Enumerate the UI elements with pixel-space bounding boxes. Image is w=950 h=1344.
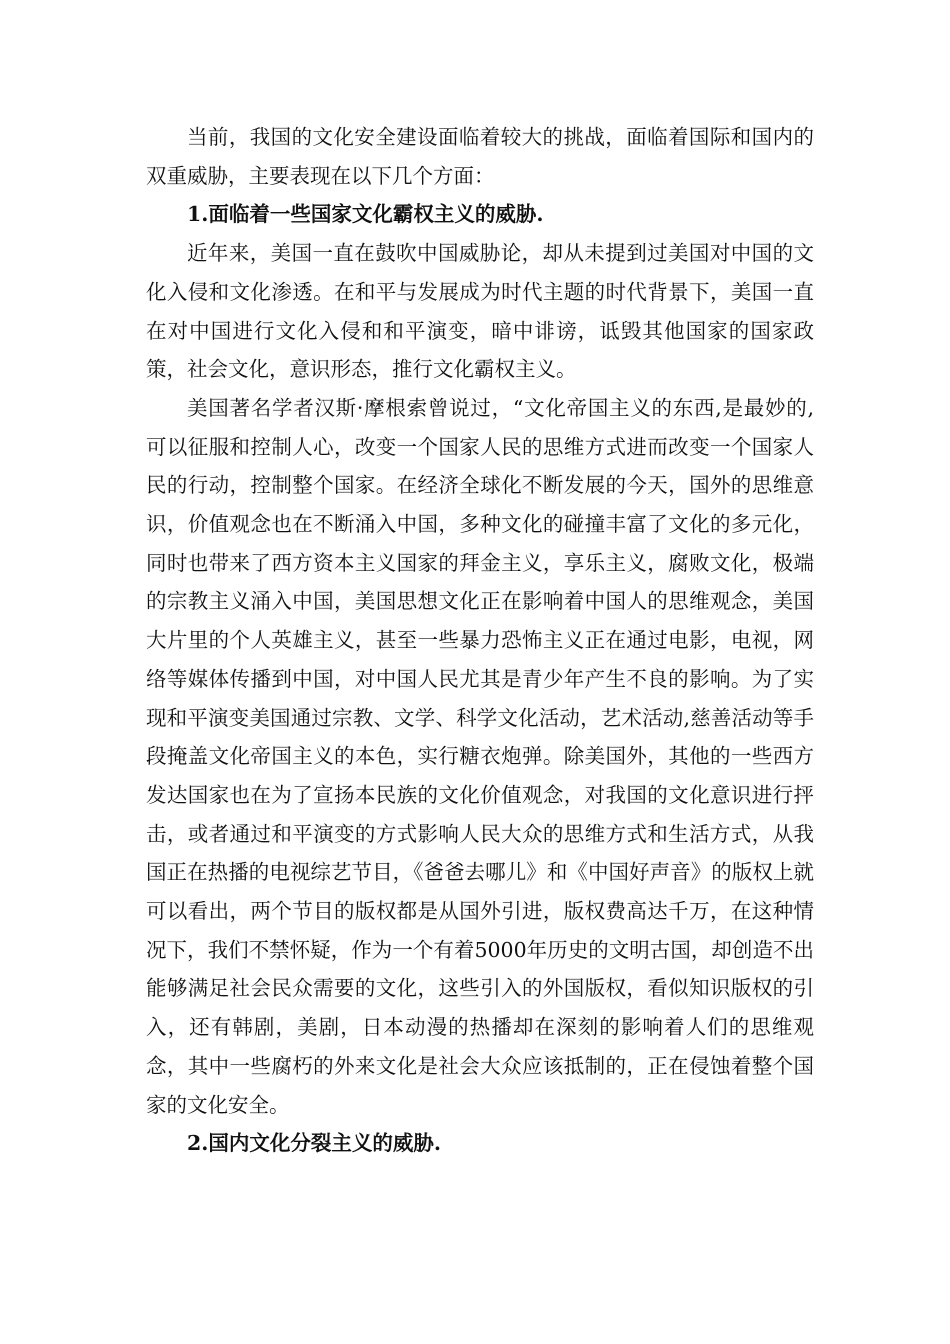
intro-paragraph: 当前，我国的文化安全建设面临着较大的挑战，面临着国际和国内的双重威胁，主要表现在以下几个方面： bbox=[146, 125, 814, 188]
section-heading-2: 2.国内文化分裂主义的威胁. bbox=[187, 1131, 442, 1156]
body-paragraph: 近年来，美国一直在鼓吹中国威胁论，却从未提到过美国对中国的文化入侵和文化渗透。在和平与发展成为时代主题的时代背景下，美国一直在对中国进行文化入侵和和平演变，暗中诽谤，诋毁其他国家的国家政策，社会文化，意识形态，推行文化霸权主义。 bbox=[146, 241, 814, 382]
document-body bbox=[146, 118, 814, 1163]
body-paragraph: 美国著名学者汉斯·摩根索曾说过，“文化帝国主义的东西,是最妙的, 可以征服和控制人心，改变一个国家人民的思维方式进而改变一个国家人民的行动，控制整个国家。在经济全球化不断发展的今天，国外的思维意识，价值观念也在不断涌入中国，多种文化的碰撞丰富了文化的多元化，同时也带来了西方资本主义国家的拜金主义，享乐主义，腐败文化，极端的宗教主义涌入中国，美国思想文化正在影响着中国人的思维观念，美国大片里的个人英雄主义，甚至一些暴力恐怖主义正在通过电影，电视，网络等媒体传播到中国，对中国人民尤其是青少年产生不良的影响。为了实现和平演变美国通过宗教、文学、科学文化活动，艺术活动,慈善活动等手段掩盖文化帝国主义的本色，实行糖衣炮弹。除美国外，其他的一些西方发达国家也在为了宣扬本民族的文化价值观念，对我国的文化意识进行抨击，或者通过和平演变的方式影响人民大众的思维方式和生活方式，从我国正在热播的电视综艺节目，《爸爸去哪儿》和《中国好声音》的版权上就可以看出，两个节目的版权都是从国外引进，版权费高达千万，在这种情况下，我们不禁怀疑，作为一个有着5000年历史的文明古国，却创造不出能够满足社会民众需要的文化，这些引入的外国版权，看似知识版权的引入，还有韩剧，美剧，日本动漫的热播却在深刻的影响着人们的思维观念，其中一些腐朽的外来文化是社会大众应该抵制的，正在侵蚀着整个国家的文化安全。 bbox=[146, 395, 814, 1117]
section-heading-1: 1.面临着一些国家文化霸权主义的威胁. bbox=[187, 202, 544, 227]
